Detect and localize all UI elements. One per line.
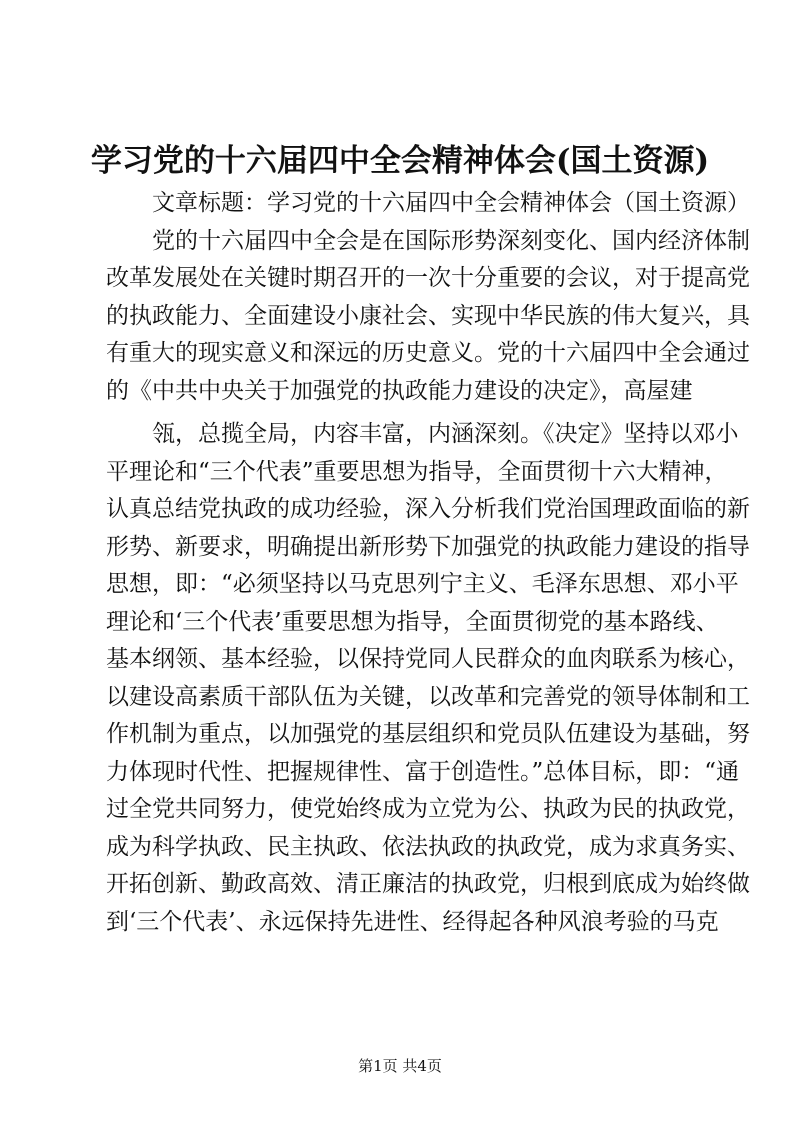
paragraph-line: 瓴，总揽全局，内容丰富，内涵深刻。《决定》坚持以邓小 bbox=[152, 421, 739, 447]
paragraph-line: 的执政能力、全面建设小康社会、实现中华民族的伟大复兴，具 bbox=[106, 302, 750, 329]
paragraph-line: 平理论和“三个代表”重要思想为指导，全面贯彻十六大精神， bbox=[106, 458, 728, 485]
page-footer: 第1页 共4页 bbox=[358, 1057, 442, 1075]
paragraph-line: 形势、新要求，明确提出新形势下加强党的执政能力建设的指导 bbox=[106, 533, 750, 560]
paragraph-line: 党的十六届四中全会是在国际形势深刻变化、国内经济体制 bbox=[152, 227, 750, 254]
paragraph-line: 的《中共中央关于加强党的执政能力建设的决定》，高屋建 bbox=[106, 377, 693, 404]
paragraph-line: 到‘三个代表’、永远保持先进性、经得起各种风浪考验的马克 bbox=[106, 908, 719, 935]
paragraph-line: 理论和‘三个代表’重要思想为指导，全面贯彻党的基本路线、 bbox=[106, 608, 719, 635]
paragraph-line: 作机制为重点，以加强党的基层组织和党员队伍建设为基础，努 bbox=[106, 721, 750, 747]
article-title-line: 文章标题：学习党的十六届四中全会精神体会（国土资源） bbox=[152, 190, 750, 216]
paragraph-line: 开拓创新、勤政高效、清正廉洁的执政党，归根到底成为始终做 bbox=[106, 871, 750, 897]
paragraph-line: 认真总结党执政的成功经验，深入分析我们党治国理政面临的新 bbox=[106, 496, 750, 522]
paragraph-line: 成为科学执政、民主执政、依法执政的执政党，成为求真务实、 bbox=[106, 833, 750, 860]
paragraph-line: 过全党共同努力，使党始终成为立党为公、执政为民的执政党， bbox=[106, 796, 750, 822]
paragraph-line: 思想，即：“必须坚持以马克思列宁主义、毛泽东思想、邓小平 bbox=[106, 571, 739, 597]
paragraph-line: 改革发展处在关键时期召开的一次十分重要的会议，对于提高党 bbox=[106, 265, 750, 291]
document-body bbox=[106, 185, 750, 941]
paragraph-line: 有重大的现实意义和深远的历史意义。党的十六届四中全会通过 bbox=[106, 340, 750, 366]
paragraph-line: 以建设高素质干部队伍为关键，以改革和完善党的领导体制和工 bbox=[106, 683, 750, 710]
document-title: 学习党的十六届四中全会精神体会(国土资源) bbox=[90, 143, 710, 179]
paragraph-line: 力体现时代性、把握规律性、富于创造性。”总体目标，即：“通 bbox=[106, 758, 740, 785]
paragraph-line: 基本纲领、基本经验，以保持党同人民群众的血肉联系为核心， bbox=[106, 646, 750, 672]
